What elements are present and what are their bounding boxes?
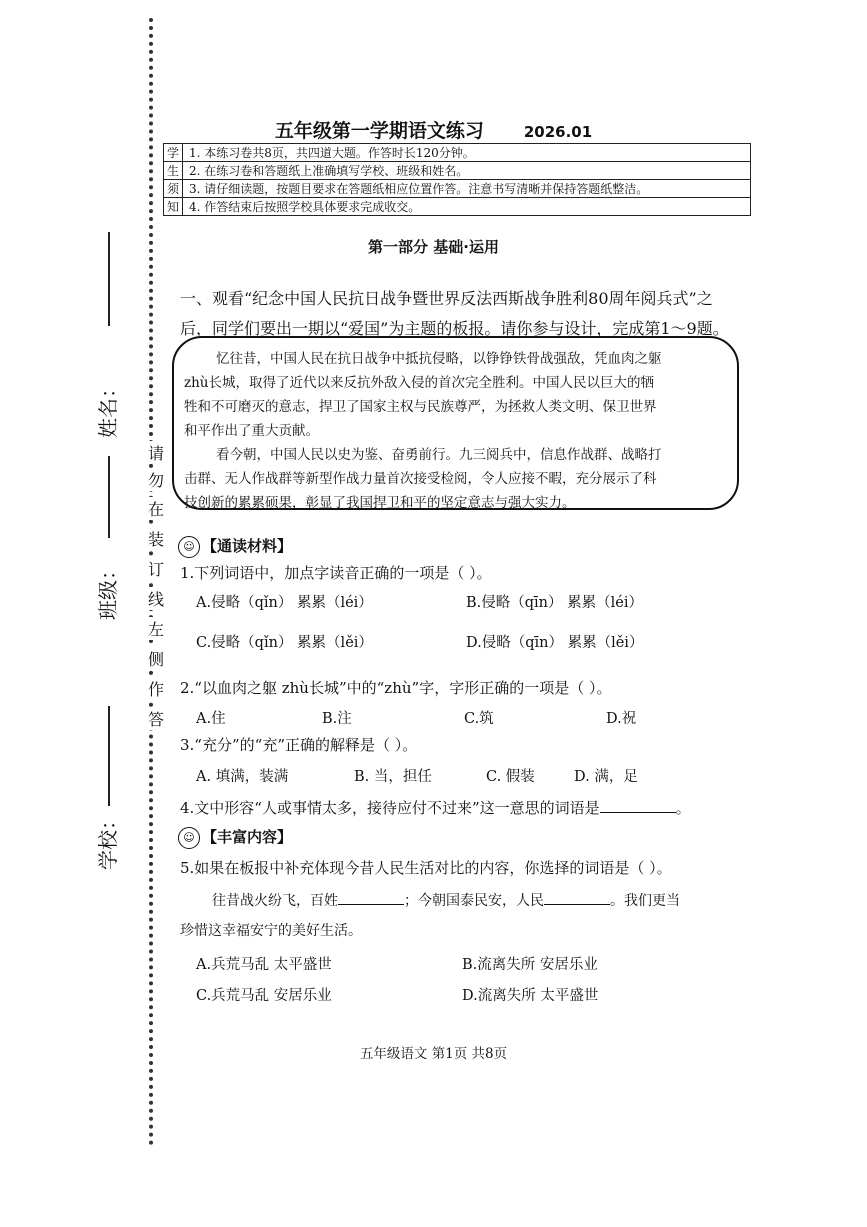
section-heading-enrich	[178, 826, 292, 849]
school-label: 学校：	[96, 810, 120, 870]
answer-blank[interactable]	[544, 904, 610, 905]
question-4-stem: 4.文中形容“人或事情太多，接待应付不过来”这一意思的词语是	[180, 799, 600, 817]
fill-text: 。我们更当	[610, 893, 680, 909]
question-3-option-a: A. 填满，装满	[196, 769, 289, 785]
section-title: 【丰富内容】	[202, 828, 293, 846]
student-avatar-icon: ☺	[178, 536, 200, 558]
question-5-option-a: A.兵荒马乱 太平盛世	[196, 957, 332, 973]
fill-text: ；今朝国泰民安，人民	[404, 893, 544, 909]
warning-char: 作	[144, 677, 168, 700]
question-1-option-c: C.侵略（qǐn） 累累（lěi）	[196, 635, 373, 651]
exam-title-text: 五年级第一学期语文练习	[274, 120, 484, 142]
question-4-end: 。	[675, 799, 691, 817]
notice-label-char: 生	[164, 162, 183, 180]
exam-title	[0, 116, 867, 143]
name-label: 姓名：	[96, 378, 120, 438]
school-field-line	[108, 706, 110, 806]
section-heading-read	[178, 535, 292, 558]
question-2-stem: 2.“以血肉之躯 zhù长城”中的“zhù”字，字形正确的一项是（ ）。	[180, 679, 612, 697]
question-5-option-d: D.流离失所 太平盛世	[462, 988, 599, 1004]
passage-line: 技创新的累累硕果，彰显了我国捍卫和平的坚定意志与强大实力。	[184, 495, 576, 511]
answer-blank[interactable]	[338, 904, 404, 905]
warning-char: 侧	[144, 647, 168, 670]
passage-line: 和平作出了重大贡献。	[184, 423, 319, 439]
warning-char: 请	[144, 441, 168, 464]
section-title: 【通读材料】	[202, 537, 293, 555]
notice-item: 1. 本练习卷共8页，共四道大题。作答时长120分钟。	[183, 144, 751, 162]
student-notice-table	[163, 143, 751, 216]
warning-char: 答	[144, 707, 168, 730]
notice-item: 3. 请仔细读题，按题目要求在答题纸相应位置作答。注意书写清晰并保持答题纸整洁。	[183, 180, 751, 198]
question-3-stem: 3.“充分”的“充”正确的解释是（ ）。	[180, 736, 418, 754]
class-label: 班级：	[96, 560, 120, 620]
warning-char: 订	[144, 557, 168, 580]
question-5-fill-line-2: 珍惜这幸福安宁的美好生活。	[180, 923, 362, 939]
class-field-line	[108, 456, 110, 538]
question-2-option-c: C.筑	[464, 711, 494, 727]
question-1-option-a: A.侵略（qǐn） 累累（léi）	[196, 595, 373, 611]
notice-label-char: 须	[164, 180, 183, 198]
page-footer: 五年级语文 第1页 共8页	[359, 1046, 508, 1062]
passage-line: 看今朝，中国人民以史为鉴、奋勇前行。九三阅兵中，信息作战群、战略打	[216, 447, 662, 463]
answer-blank[interactable]	[600, 812, 676, 813]
question-3-option-d: D. 满，足	[574, 769, 638, 785]
binding-dotted-line	[149, 18, 153, 1146]
student-avatar-icon: ☺	[178, 827, 200, 849]
passage-line: zhù长城，取得了近代以来反抗外敌入侵的首次完全胜利。中国人民以巨大的牺	[184, 375, 655, 391]
notice-item: 2. 在练习卷和答题纸上准确填写学校、班级和姓名。	[183, 162, 751, 180]
warning-char: 勿	[144, 468, 168, 491]
notice-label-char: 知	[164, 198, 183, 216]
question-2-option-d: D.祝	[606, 711, 637, 727]
question-1-option-d: D.侵略（qīn） 累累（lěi）	[466, 635, 644, 651]
question-intro-line: 一、观看“纪念中国人民抗日战争暨世界反法西斯战争胜利80周年阅兵式”之	[180, 289, 713, 308]
question-3-option-c: C. 假装	[486, 769, 535, 785]
question-5-stem: 5.如果在板报中补充体现今昔人民生活对比的内容，你选择的词语是（ ）。	[180, 859, 672, 877]
question-1-option-b: B.侵略（qīn） 累累（léi）	[466, 595, 643, 611]
warning-char: 线	[144, 587, 168, 610]
passage-line: 击群、无人作战群等新型作战力量首次接受检阅，令人应接不暇，充分展示了科	[184, 471, 657, 487]
question-4	[180, 797, 691, 818]
passage-line: 忆往昔，中国人民在抗日战争中抵抗侵略，以铮铮铁骨战强敌，凭血肉之躯	[216, 351, 662, 367]
warning-char: 左	[144, 617, 168, 640]
question-2-option-a: A.住	[196, 711, 226, 727]
question-5-fill-line	[212, 890, 680, 910]
warning-char: 在	[144, 497, 168, 520]
part-title: 第一部分 基础·运用	[368, 238, 499, 256]
notice-item: 4. 作答结束后按照学校具体要求完成收交。	[183, 198, 751, 216]
notice-label-char: 学	[164, 144, 183, 162]
question-1-stem: 1.下列词语中，加点字读音正确的一项是（ ）。	[180, 564, 492, 582]
passage-line: 牲和不可磨灭的意志，捍卫了国家主权与民族尊严，为拯救人类文明、保卫世界	[184, 399, 657, 415]
question-5-option-c: C.兵荒马乱 安居乐业	[196, 988, 332, 1004]
question-2-option-b: B.注	[322, 711, 352, 727]
question-intro-line: 后，同学们要出一期以“爱国”为主题的板报。请你参与设计，完成第1～9题。	[180, 319, 729, 338]
question-3-option-b: B. 当，担任	[354, 769, 432, 785]
fill-text: 往昔战火纷飞，百姓	[212, 893, 338, 909]
question-5-option-b: B.流离失所 安居乐业	[462, 957, 598, 973]
exam-date: 2026.01	[523, 123, 593, 141]
warning-char: 装	[144, 527, 168, 550]
